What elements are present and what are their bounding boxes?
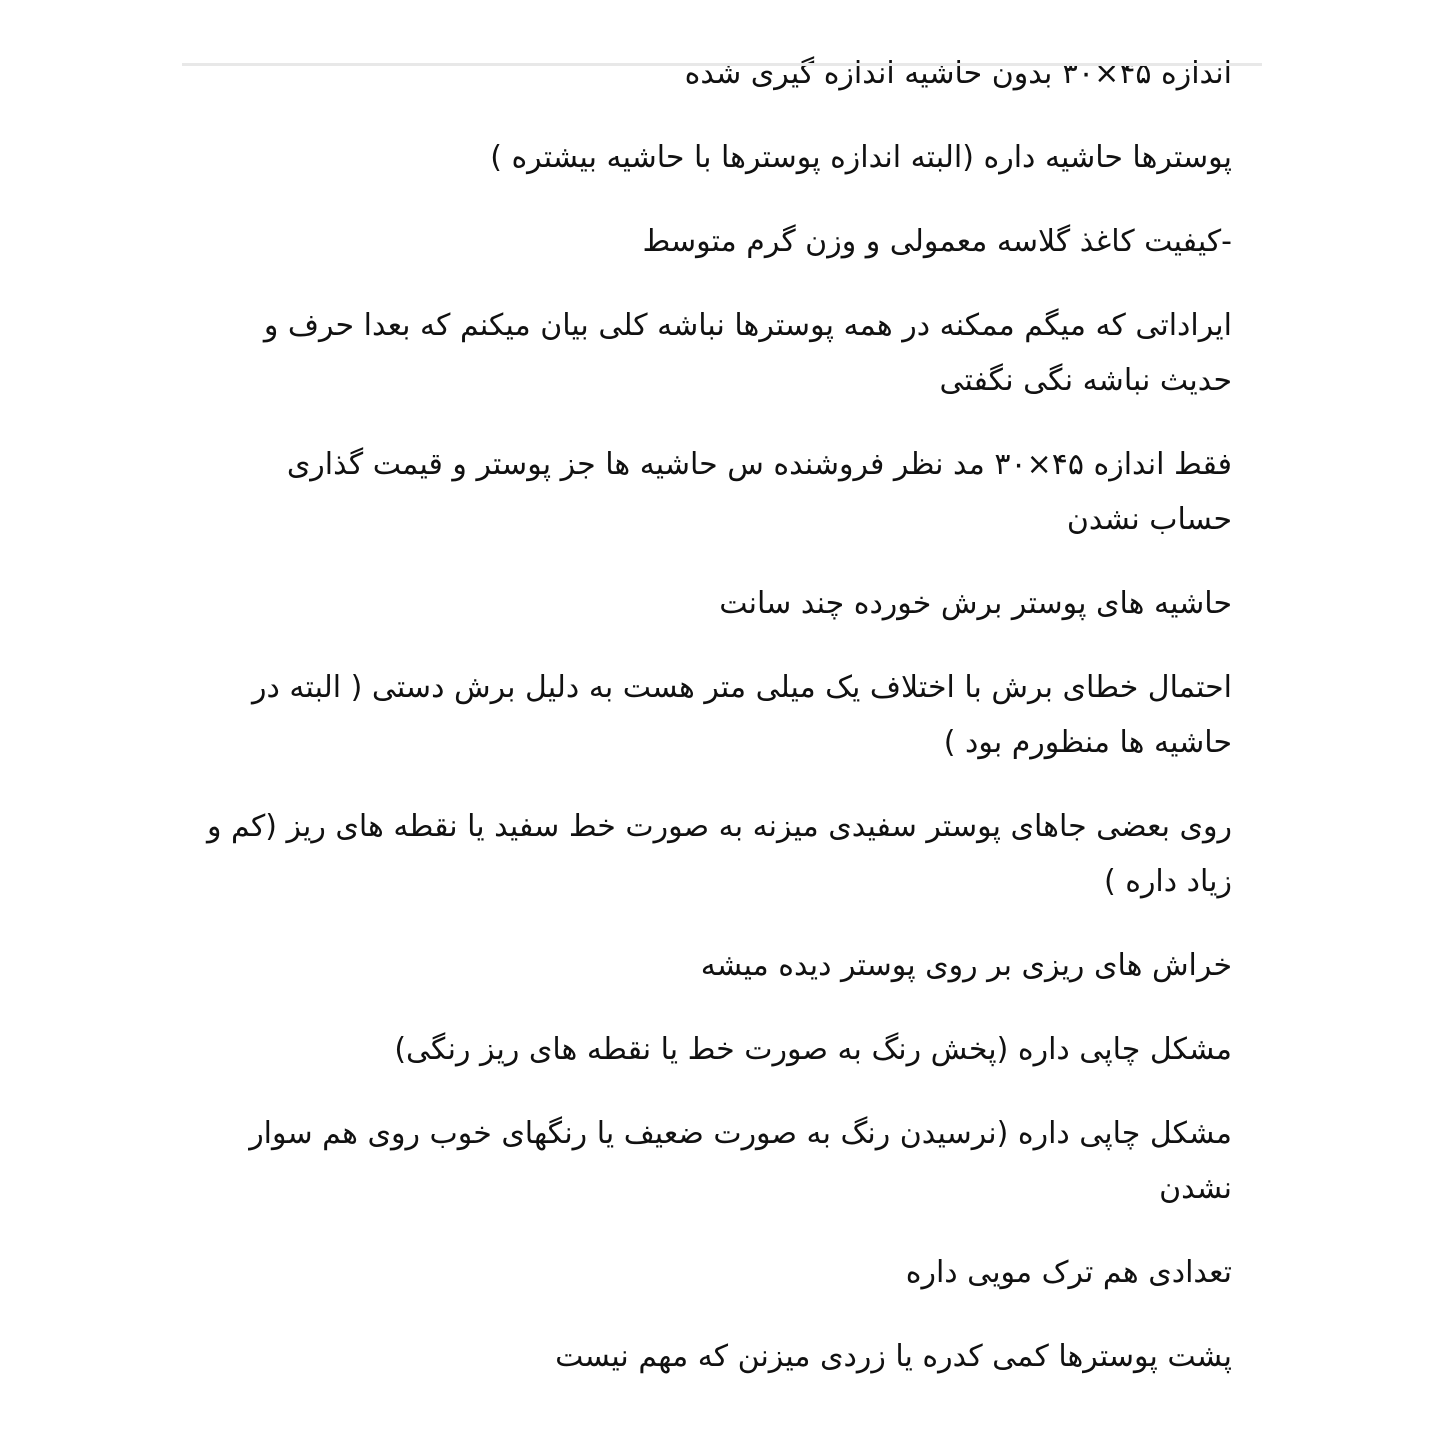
review-paragraph: -کیفیت کاغذ گلاسه معمولی و وزن گرم متوسط <box>642 224 1232 259</box>
review-paragraph: فقط اندازه ۴۵×۳۰ مد نظر فروشنده س حاشیه ها جز پوستر و قیمت گذاری حساب نشدن <box>286 447 1232 537</box>
review-text <box>200 46 1232 1413</box>
review-paragraph: خراش های ریزی بر روی پوستر دیده میشه <box>700 948 1232 983</box>
review-paragraph: ایراداتی که میگم ممکنه در همه پوسترها نباشه کلی بیان میکنم که بعدا حرف و حدیث نباشه نگی نگفتی <box>263 308 1232 398</box>
review-paragraph: پشت پوسترها کمی کدره یا زردی میزنن که مهم نیست <box>555 1339 1232 1374</box>
review-paragraph: احتمال خطای برش با اختلاف یک میلی متر هست به دلیل برش دستی ( البته در حاشیه ها منظورم بود ) <box>252 670 1232 760</box>
review-paragraph: اندازه ۴۵×۳۰ بدون حاشیه اندازه گیری شده <box>684 56 1232 91</box>
review-paragraph: مشکل چاپی داره (نرسیدن رنگ به صورت ضعیف یا رنگهای خوب روی هم سوار نشدن <box>249 1116 1232 1206</box>
review-paragraph: پوسترها حاشیه داره (البته اندازه پوسترها با حاشیه بیشتره ) <box>490 140 1232 175</box>
top-divider <box>182 63 1262 66</box>
review-paragraph: تعدادی هم ترک مویی داره <box>905 1255 1232 1290</box>
review-paragraph: حاشیه های پوستر برش خورده چند سانت <box>719 586 1232 621</box>
review-paragraph: روی بعضی جاهای پوستر سفیدی میزنه به صورت خط سفید یا نقطه های ریز (کم و زیاد داره ) <box>206 809 1232 899</box>
review-paragraph: مشکل چاپی داره (پخش رنگ به صورت خط یا نقطه های ریز رنگی) <box>394 1032 1232 1067</box>
